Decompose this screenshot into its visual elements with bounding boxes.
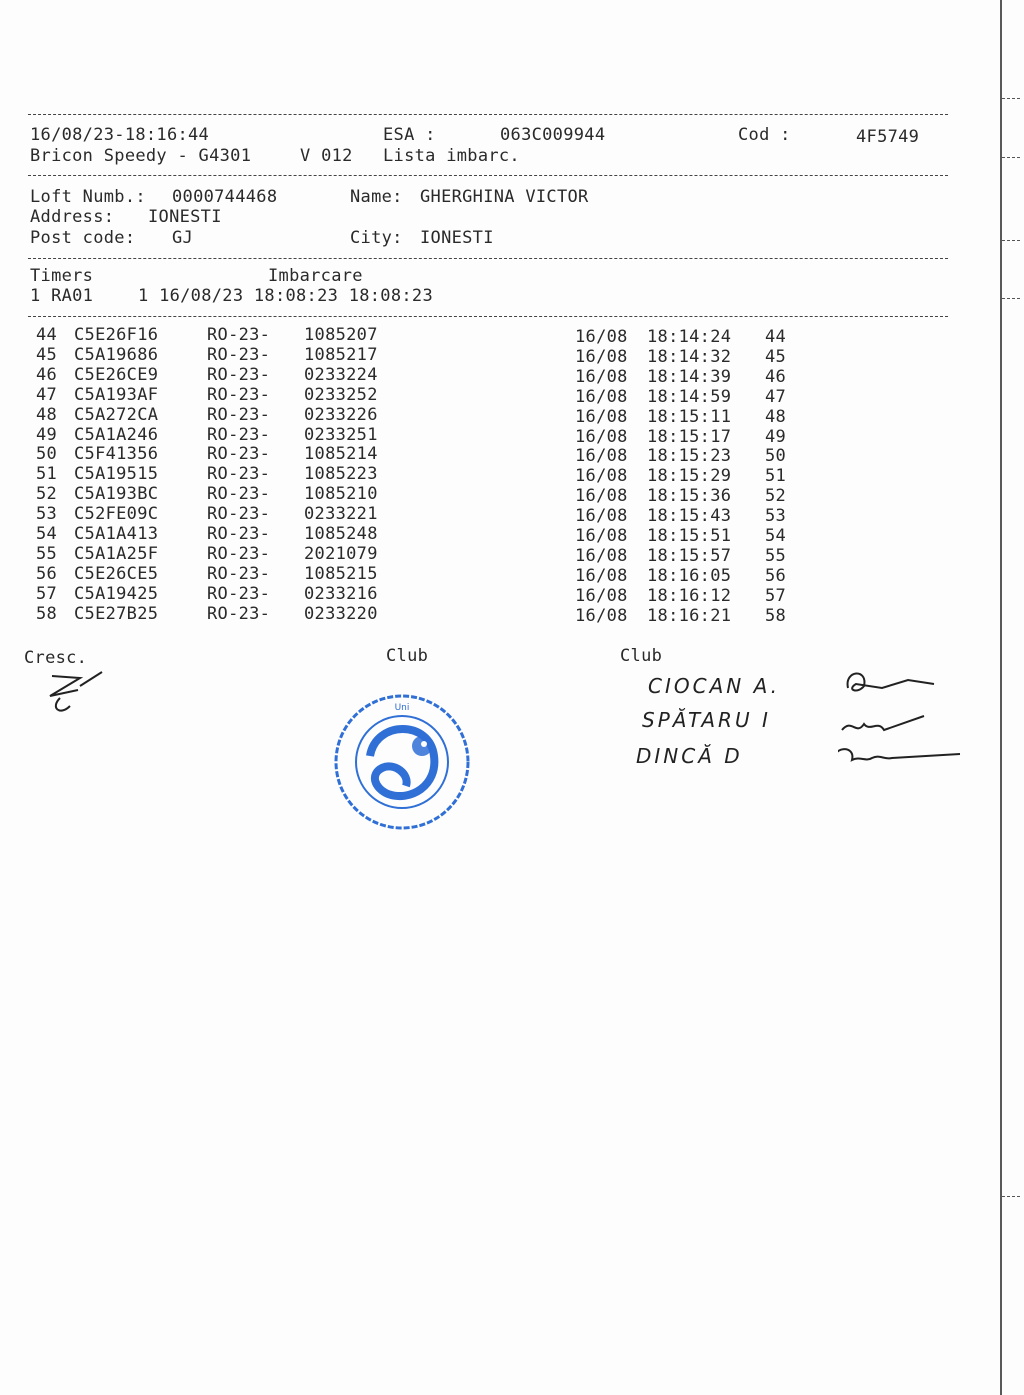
row-time: 18:15:29	[647, 466, 732, 487]
row-chip: C5E27B25	[74, 603, 159, 624]
row-no: 57	[36, 583, 58, 604]
row-chip: C5A19425	[74, 583, 159, 604]
row-prefix: RO-23-	[207, 464, 271, 485]
row-no: 53	[36, 504, 58, 525]
row-time: 18:14:32	[647, 346, 732, 367]
row-pos: 49	[765, 426, 787, 447]
row-prefix: RO-23-	[207, 325, 271, 345]
row-date: 16/08	[575, 466, 628, 487]
print-datetime: 16/08/23-18:16:44	[30, 125, 210, 145]
row-chip: C5F41356	[74, 444, 159, 465]
row-date: 16/08	[575, 426, 628, 447]
timers-label: Timers	[30, 266, 94, 286]
loft-number: 0000744468	[172, 187, 278, 207]
row-chip: C5E26F16	[74, 325, 159, 345]
row-pos: 48	[765, 406, 787, 427]
row-pos: 44	[765, 327, 787, 347]
imbarcare-label: Imbarcare	[268, 266, 363, 286]
commission-signatures	[838, 660, 968, 780]
row-ring: 0233216	[304, 583, 378, 604]
timer-id: 1 RA01	[30, 286, 94, 306]
address-label: Address:	[30, 207, 115, 227]
row-chip: C5A193BC	[74, 484, 159, 505]
row-chip: C5A193AF	[74, 384, 159, 405]
club-stamp	[330, 690, 480, 840]
row-pos: 56	[765, 565, 787, 586]
row-no: 58	[36, 603, 58, 624]
row-ring: 0233252	[304, 384, 378, 405]
row-time: 18:15:11	[647, 406, 732, 427]
row-date: 16/08	[575, 585, 628, 606]
row-prefix: RO-23-	[207, 404, 271, 425]
row-no: 45	[36, 344, 58, 365]
postcode-label: Post code:	[30, 228, 136, 248]
row-pos: 46	[765, 366, 787, 387]
version: V 012	[300, 146, 353, 166]
row-pos: 45	[765, 346, 787, 367]
row-date: 16/08	[575, 565, 628, 586]
row-time: 18:15:17	[647, 426, 732, 447]
row-date: 16/08	[575, 386, 628, 407]
separator	[28, 175, 948, 176]
row-pos: 51	[765, 466, 787, 487]
row-no: 56	[36, 563, 58, 584]
row-pos: 55	[765, 545, 787, 566]
row-pos: 58	[765, 605, 787, 626]
row-pos: 53	[765, 506, 787, 527]
row-time: 18:14:59	[647, 386, 732, 407]
row-prefix: RO-23-	[207, 344, 271, 365]
row-prefix: RO-23-	[207, 603, 271, 624]
row-pos: 57	[765, 585, 787, 606]
separator	[28, 316, 948, 317]
breeder-signature	[40, 668, 110, 718]
esa-label: ESA :	[383, 125, 436, 145]
row-time: 18:15:43	[647, 506, 732, 527]
row-time: 18:14:39	[647, 366, 732, 387]
club-label: Club	[386, 646, 429, 666]
city-label: City:	[350, 228, 403, 248]
row-chip: C5A19515	[74, 464, 159, 485]
timer-line: 1 16/08/23 18:08:23 18:08:23	[138, 286, 433, 306]
row-prefix: RO-23-	[207, 424, 271, 445]
row-no: 50	[36, 444, 58, 465]
row-time: 18:15:51	[647, 526, 732, 546]
signature-name: SPĂTARU I	[642, 708, 771, 732]
row-time: 18:15:36	[647, 486, 732, 507]
row-date: 16/08	[575, 327, 628, 347]
club-label: Club	[620, 646, 663, 666]
row-date: 16/08	[575, 406, 628, 427]
separator	[28, 114, 948, 115]
row-date: 16/08	[575, 446, 628, 467]
row-prefix: RO-23-	[207, 504, 271, 525]
row-no: 46	[36, 364, 58, 385]
row-ring: 1085207	[304, 325, 378, 345]
row-chip: C5A1A246	[74, 424, 159, 445]
esa-value: 063C009944	[500, 125, 606, 145]
page-edge	[994, 0, 1002, 1395]
row-time: 18:16:21	[647, 605, 732, 626]
row-no: 55	[36, 543, 58, 564]
row-date: 16/08	[575, 346, 628, 367]
row-ring: 1085214	[304, 444, 378, 465]
row-ring: 0233251	[304, 424, 378, 445]
row-pos: 50	[765, 446, 787, 467]
row-date: 16/08	[575, 545, 628, 566]
edge-mark	[1002, 298, 1020, 299]
row-no: 49	[36, 424, 58, 445]
row-ring: 1085210	[304, 484, 378, 505]
row-no: 51	[36, 464, 58, 485]
city-value: IONESTI	[420, 228, 494, 248]
row-no: 44	[36, 325, 58, 345]
row-chip: C5A19686	[74, 344, 159, 365]
signature-name: DINCĂ D	[636, 744, 743, 768]
row-chip: C52FE09C	[74, 504, 159, 525]
row-ring: 1085217	[304, 344, 378, 365]
loft-label: Loft Numb.:	[30, 187, 146, 207]
name-label: Name:	[350, 187, 403, 207]
separator	[28, 258, 948, 259]
owner-name: GHERGHINA VICTOR	[420, 187, 589, 207]
row-prefix: RO-23-	[207, 583, 271, 604]
edge-mark	[1002, 1196, 1020, 1197]
edge-mark	[1002, 157, 1020, 158]
row-ring: 0233221	[304, 504, 378, 525]
row-ring: 0233226	[304, 404, 378, 425]
row-date: 16/08	[575, 366, 628, 387]
row-ring: 0233220	[304, 603, 378, 624]
row-chip: C5A1A25F	[74, 543, 159, 564]
row-chip: C5E26CE9	[74, 364, 159, 385]
row-date: 16/08	[575, 526, 628, 546]
row-chip: C5A1A413	[74, 524, 159, 544]
row-date: 16/08	[575, 605, 628, 626]
row-ring: 0233224	[304, 364, 378, 385]
row-ring: 1085215	[304, 563, 378, 584]
row-prefix: RO-23-	[207, 524, 271, 544]
row-time: 18:15:23	[647, 446, 732, 467]
signature-name: CIOCAN A.	[648, 674, 780, 698]
row-prefix: RO-23-	[207, 484, 271, 505]
device-name: Bricon Speedy - G4301	[30, 146, 252, 166]
row-date: 16/08	[575, 506, 628, 527]
row-no: 54	[36, 524, 58, 544]
row-no: 48	[36, 404, 58, 425]
row-no: 52	[36, 484, 58, 505]
edge-mark	[1002, 240, 1020, 241]
row-prefix: RO-23-	[207, 444, 271, 465]
row-pos: 52	[765, 486, 787, 507]
row-prefix: RO-23-	[207, 543, 271, 564]
cod-value: 4F5749	[856, 127, 920, 147]
row-time: 18:14:24	[647, 327, 732, 347]
row-ring: 2021079	[304, 543, 378, 564]
row-prefix: RO-23-	[207, 563, 271, 584]
row-prefix: RO-23-	[207, 364, 271, 385]
row-time: 18:16:05	[647, 565, 732, 586]
row-date: 16/08	[575, 486, 628, 507]
cod-label: Cod :	[738, 125, 791, 145]
row-time: 18:15:57	[647, 545, 732, 566]
row-chip: C5E26CE5	[74, 563, 159, 584]
cresc-label: Cresc.	[24, 648, 88, 668]
row-prefix: RO-23-	[207, 384, 271, 405]
row-chip: C5A272CA	[74, 404, 159, 425]
row-time: 18:16:12	[647, 585, 732, 606]
postcode-value: GJ	[172, 228, 194, 248]
row-ring: 1085248	[304, 524, 378, 544]
row-ring: 1085223	[304, 464, 378, 485]
row-no: 47	[36, 384, 58, 405]
row-pos: 54	[765, 526, 787, 546]
row-pos: 47	[765, 386, 787, 407]
svg-text:Uni: Uni	[394, 703, 410, 713]
address-value: IONESTI	[148, 207, 222, 227]
edge-mark	[1002, 98, 1020, 99]
list-title: Lista imbarc.	[383, 146, 520, 166]
